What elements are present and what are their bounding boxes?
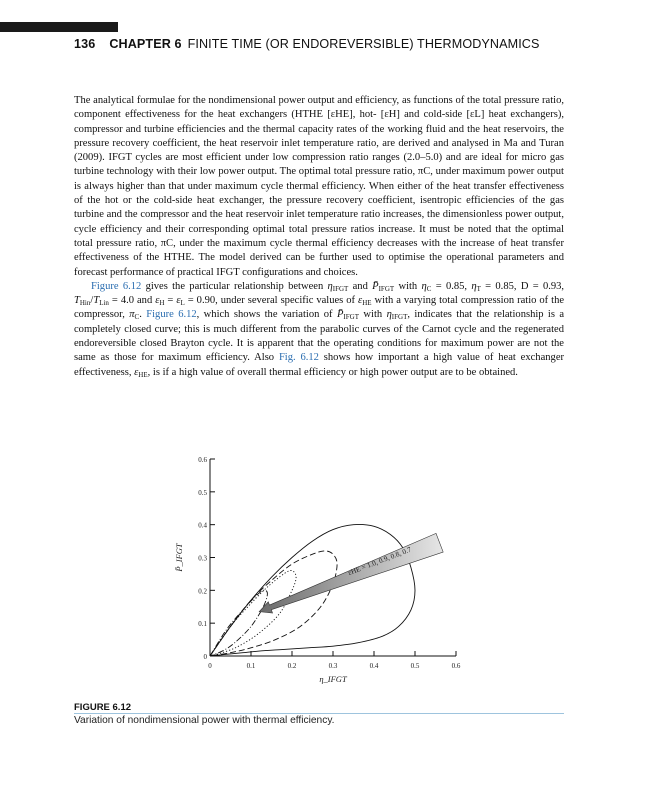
running-header <box>74 37 540 51</box>
y-axis-label: P̄_IFGT <box>174 543 184 572</box>
x-tick-label: 0.6 <box>451 662 461 670</box>
chart-annotation <box>259 533 443 613</box>
symbol: π <box>129 309 135 321</box>
x-tick-label: 0.4 <box>369 662 379 670</box>
top-bar-decoration <box>0 22 118 32</box>
figure-caption: Variation of nondimensional power with thermal efficiency. <box>74 715 335 726</box>
text-fragment: with <box>363 309 383 321</box>
symbol: ε <box>155 295 160 307</box>
subscript: IFGT <box>332 284 349 293</box>
series-line <box>210 570 296 656</box>
symbol: η <box>386 309 392 321</box>
text-fragment: D = 0.93, <box>520 280 565 292</box>
figure-6-12 <box>160 450 480 700</box>
power-efficiency-chart <box>160 450 480 700</box>
chart-axes <box>174 456 461 684</box>
subscript: Lin <box>99 299 109 308</box>
text-fragment: / <box>90 295 94 307</box>
x-tick-label: 0.2 <box>287 662 297 670</box>
x-tick-label: 0.1 <box>246 662 256 670</box>
text-fragment: and <box>352 280 368 292</box>
subscript: IFGT <box>378 284 395 293</box>
subscript: IFGT <box>343 313 359 322</box>
x-tick-label: 0.5 <box>410 662 420 670</box>
y-tick-label: 0.6 <box>198 456 207 464</box>
symbol: η <box>421 280 427 292</box>
effectiveness-annotation: εHE = 1.0, 0.9, 0.8, 0.7 <box>347 545 413 578</box>
subscript: HE <box>362 299 372 308</box>
y-tick-label: 0.1 <box>198 620 207 629</box>
subscript: C <box>426 284 432 293</box>
figure-link-3[interactable]: Fig. 6.12 <box>278 352 319 364</box>
symbol: ε <box>134 366 139 378</box>
y-tick-label: 0.3 <box>198 554 207 563</box>
text-fragment: gives the particular relationship between <box>145 280 324 292</box>
text-fragment: shows how important a high value of heat exchanger effectiveness, <box>74 352 565 378</box>
chapter-label: CHAPTER 6 <box>109 37 182 51</box>
subscript: IFGT <box>391 313 408 322</box>
x-axis-label: η_IFGT <box>319 674 347 684</box>
text-fragment: . <box>139 309 142 321</box>
symbol: T <box>74 295 80 307</box>
symbol: P̄ <box>372 280 379 292</box>
symbol: P̄ <box>336 309 344 321</box>
figure-label: FIGURE 6.12 <box>74 702 132 713</box>
text-fragment: = 0.85, <box>485 280 517 292</box>
symbol: η <box>327 280 333 292</box>
symbol: ε <box>358 295 363 307</box>
text-fragment: = 4.0 and <box>111 295 153 307</box>
caption-divider <box>74 713 564 714</box>
subscript: Hin <box>79 299 91 308</box>
figure-link-1[interactable]: Figure 6.12 <box>91 280 142 292</box>
paragraph-1: The analytical formulae for the nondimensional power output and efficiency, as functions of the total pressure ratio, component effectiveness for the heat exchangers (HTHE [εHE], hot- [εH] and cold-side [εL] heat exchangers), compressor and turbine efficiencies and the thermal capacity rates of the working fluid and the heat reservoirs, the pressure recovery coefficient, the heat reservoir inlet temperature ratio, are derived and analysed in Ma and Turan (2009). IFGT cycles are most efficient under low compression ratio ranges (2.0–5.0) and are ideal for micro gas turbine technology with their low power output. The optimal total pressure ratio, πC, under maximum power output is always higher than that under maximum cycle thermal efficiency. When either of the heat transfer effectiveness of the hot or the cold-side heat exchanger, the pressure recovery coefficient, isentropic efficiencies of the gas turbine and the compressor and the heat reservoir inlet temperature ratio increases, the dimensionless power output, cycle efficiency and their corresponding optimal total pressure ratios increase. It must be noted that the optimal total pressure ratio, πC, under the maximum cycle thermal efficiency decreases with the increase of heat transfer effectiveness of the HTHE. The model derived can be further used to optimise the operational parameters and forecast performance of practical IFGT configurations and choices. <box>74 95 564 278</box>
symbol: η <box>471 280 477 292</box>
chapter-title: FINITE TIME (OR ENDOREVERSIBLE) THERMODYNAMICS <box>187 37 540 51</box>
paragraph-2 <box>74 280 564 380</box>
x-tick-label: 0.3 <box>328 662 338 670</box>
page-number: 136 <box>74 37 96 51</box>
text-fragment: = 0.85, <box>435 280 468 292</box>
text-fragment: , indicates that the relationship is a completely closed curve; this is much different from the parabolic curves of the Carnot cycle and the regenerated endoreversible closed Brayton cycle. It is apparent that the operating conditions for maximum power are not the same as those for maximum efficiency. Also <box>74 309 565 364</box>
y-tick-label: 0.4 <box>198 521 207 530</box>
y-tick-label: 0 <box>203 653 207 661</box>
subscript: H <box>159 299 165 308</box>
symbol: ε <box>176 295 181 307</box>
y-tick-label: 0.2 <box>198 587 207 596</box>
text-fragment: , is if a high value of overall thermal efficiency or high power output are to be obtained. <box>147 366 518 378</box>
figure-link-2[interactable]: Figure 6.12 <box>146 309 197 321</box>
text-fragment: = 0.90, under several specific values of <box>187 295 356 307</box>
subscript: C <box>134 313 140 322</box>
text-fragment: , which shows the variation of <box>196 309 333 321</box>
text-fragment: = <box>167 295 174 307</box>
y-tick-label: 0.5 <box>198 488 207 497</box>
subscript: T <box>476 284 481 293</box>
symbol: T <box>93 295 100 307</box>
body-text <box>74 94 564 380</box>
text-fragment: with <box>398 280 418 292</box>
subscript: L <box>180 299 185 308</box>
subscript: HE <box>138 370 148 379</box>
text-fragment: with a varying total compression ratio of the compressor, <box>74 295 565 321</box>
x-tick-label: 0 <box>208 662 212 670</box>
